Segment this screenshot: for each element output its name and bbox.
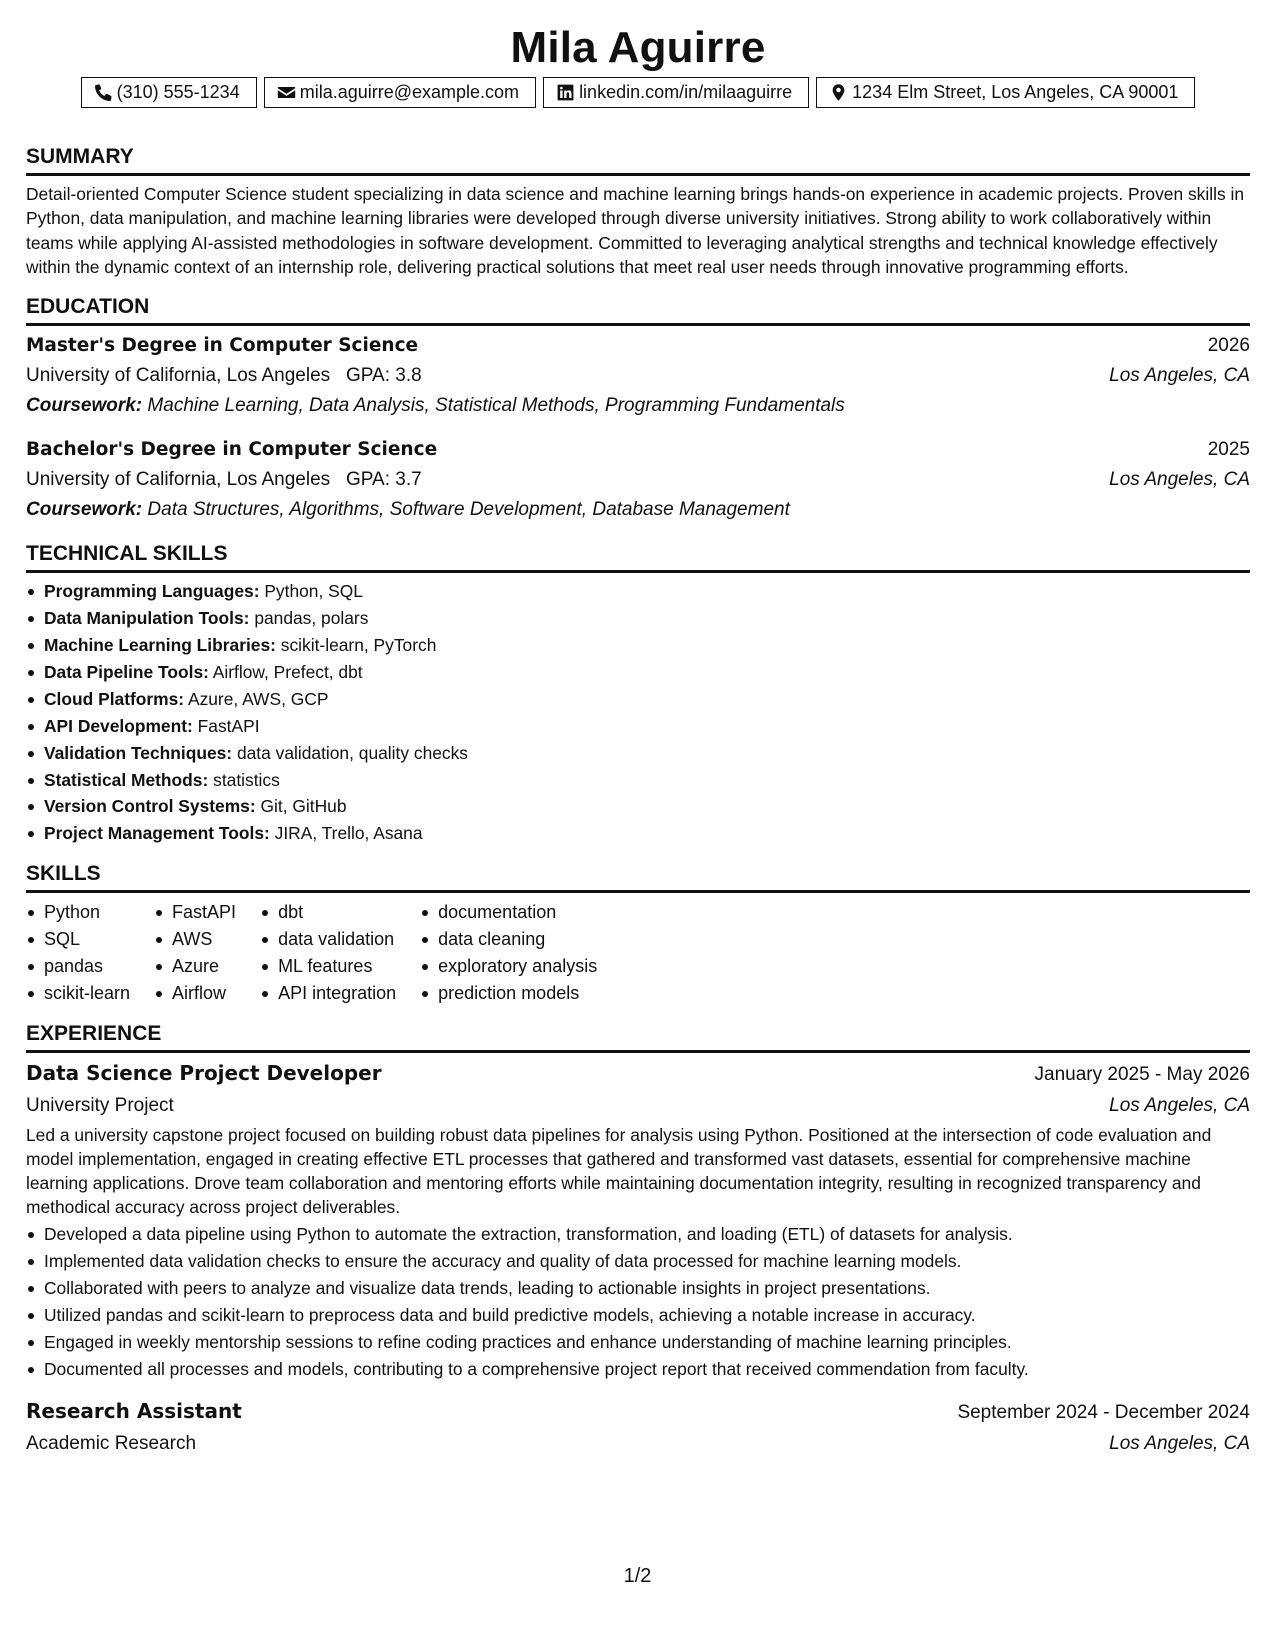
school-name: University of California, Los Angeles bbox=[26, 365, 331, 387]
coursework-label: Coursework: bbox=[26, 395, 143, 417]
contact-address[interactable] bbox=[816, 77, 1195, 108]
skill-label: Data Pipeline Tools: bbox=[44, 661, 209, 682]
list-item: FastAPI bbox=[154, 899, 236, 926]
skill-label: Programming Languages: bbox=[44, 581, 260, 602]
technical-skills-list bbox=[26, 578, 1250, 847]
list-item: Airflow bbox=[154, 980, 236, 1007]
skill-label: Machine Learning Libraries: bbox=[44, 635, 276, 655]
list-item bbox=[26, 713, 1250, 740]
skill-label: Project Management Tools: bbox=[44, 823, 270, 844]
technical-skills-section bbox=[26, 541, 1250, 847]
job-item bbox=[26, 1395, 1250, 1459]
phone-icon bbox=[94, 83, 113, 102]
coursework-label: Coursework: bbox=[26, 499, 143, 521]
summary-heading: SUMMARY bbox=[26, 144, 1250, 176]
skill-value: scikit-learn, PyTorch bbox=[280, 635, 437, 655]
contact-address-text: 1234 Elm Street, Los Angeles, CA 90001 bbox=[852, 82, 1179, 102]
list-item: dbt bbox=[260, 899, 396, 926]
contact-phone-text: (310) 555-1234 bbox=[116, 82, 240, 102]
skill-value: Airflow, Prefect, dbt bbox=[212, 661, 363, 682]
list-item bbox=[26, 578, 1250, 605]
list-item: data cleaning bbox=[420, 926, 597, 953]
job-dates: September 2024 - December 2024 bbox=[957, 1401, 1250, 1423]
skills-column bbox=[260, 899, 420, 1007]
list-item: Engaged in weekly mentorship sessions to refine coding practices and enhance understanding of machine learning principles. bbox=[26, 1329, 1250, 1356]
list-item: scikit-learn bbox=[26, 980, 130, 1007]
education-section bbox=[26, 294, 1250, 525]
list-item: API integration bbox=[260, 980, 396, 1007]
envelope-icon bbox=[277, 83, 296, 102]
coursework-line bbox=[26, 495, 1250, 525]
school-line bbox=[26, 465, 422, 495]
job-item bbox=[26, 1057, 1250, 1383]
list-item bbox=[26, 686, 1250, 713]
summary-text: Detail-oriented Computer Science student specializing in data science and machine learning brings hands-on experience in academic projects. Proven skills in Python, data manipulation, and machine learning libraries were developed through diverse university initiatives. Strong ability to work collaboratively within teams while applying AI-assisted methodologies in software development. Committed to leveraging analytical strengths and technical knowledge effectively within the dynamic context of an internship role, delivering practical solutions that meet real user needs through innovative programming efforts. bbox=[26, 184, 1245, 277]
list-item bbox=[26, 767, 1250, 794]
summary-section bbox=[26, 144, 1250, 279]
list-item bbox=[26, 820, 1250, 847]
candidate-name: Mila Aguirre bbox=[510, 23, 766, 72]
coursework-line bbox=[26, 391, 1250, 421]
list-item: Collaborated with peers to analyze and visualize data trends, leading to actionable insights in project presentations. bbox=[26, 1275, 1250, 1302]
degree-year: 2025 bbox=[1207, 439, 1250, 461]
degree-title: Bachelor's Degree in Computer Science bbox=[26, 439, 438, 461]
list-item: prediction models bbox=[420, 980, 597, 1007]
skill-label: API Development: bbox=[44, 715, 193, 736]
page-number: 1/2 bbox=[623, 1565, 652, 1587]
skill-value: statistics bbox=[213, 769, 280, 790]
skill-value: data validation, quality checks bbox=[236, 742, 468, 763]
contact-email-text: mila.aguirre@example.com bbox=[299, 82, 520, 102]
list-item bbox=[26, 605, 1250, 632]
list-item: documentation bbox=[420, 899, 597, 926]
contact-linkedin[interactable] bbox=[543, 77, 809, 108]
list-item bbox=[26, 740, 1250, 767]
list-item: SQL bbox=[26, 926, 130, 953]
list-item bbox=[26, 793, 1250, 820]
skill-value: pandas, polars bbox=[254, 608, 369, 629]
list-item: exploratory analysis bbox=[420, 953, 597, 980]
education-heading: EDUCATION bbox=[26, 294, 1250, 326]
coursework-list: Data Structures, Algorithms, Software Development, Database Management bbox=[147, 499, 790, 521]
job-dates: January 2025 - May 2026 bbox=[1034, 1064, 1250, 1086]
skill-label: Version Control Systems: bbox=[44, 796, 256, 817]
contact-phone[interactable] bbox=[81, 77, 257, 108]
school-name: University of California, Los Angeles bbox=[26, 469, 331, 491]
skill-label: Statistical Methods: bbox=[44, 769, 209, 790]
list-item bbox=[26, 632, 1250, 659]
list-item: Documented all processes and models, contributing to a comprehensive project report that received commendation from faculty. bbox=[26, 1356, 1250, 1383]
list-item: pandas bbox=[26, 953, 130, 980]
skill-value: Python, SQL bbox=[264, 581, 363, 602]
contact-linkedin-text: linkedin.com/in/milaaguirre bbox=[579, 82, 793, 102]
gpa: GPA: 3.8 bbox=[346, 365, 422, 387]
contact-email[interactable] bbox=[264, 77, 536, 108]
school-location: Los Angeles, CA bbox=[1109, 469, 1250, 491]
skill-label: Data Manipulation Tools: bbox=[44, 608, 250, 629]
job-org: Academic Research bbox=[26, 1432, 197, 1454]
list-item: Utilized pandas and scikit-learn to preprocess data and build predictive models, achieving a notable increase in accuracy. bbox=[26, 1302, 1250, 1329]
list-item: Developed a data pipeline using Python to automate the extraction, transformation, and loading (ETL) of datasets for analysis. bbox=[26, 1221, 1250, 1248]
skills-column bbox=[420, 899, 621, 1007]
technical-skills-heading: TECHNICAL SKILLS bbox=[26, 541, 1250, 573]
education-item bbox=[26, 331, 1250, 421]
skills-column bbox=[26, 899, 154, 1007]
skills-heading: SKILLS bbox=[26, 861, 1250, 893]
list-item: data validation bbox=[260, 926, 396, 953]
list-item: Azure bbox=[154, 953, 236, 980]
experience-heading: EXPERIENCE bbox=[26, 1021, 1250, 1053]
experience-section bbox=[26, 1021, 1250, 1459]
resume-page bbox=[26, 22, 1250, 1459]
job-title: Research Assistant bbox=[26, 1398, 242, 1423]
school-location: Los Angeles, CA bbox=[1109, 365, 1250, 387]
job-location: Los Angeles, CA bbox=[1109, 1432, 1250, 1454]
degree-title: Master's Degree in Computer Science bbox=[26, 335, 419, 357]
gpa: GPA: 3.7 bbox=[346, 469, 422, 491]
education-item bbox=[26, 435, 1250, 525]
skill-label: Validation Techniques: bbox=[44, 742, 233, 763]
list-item: AWS bbox=[154, 926, 236, 953]
job-bullets bbox=[26, 1221, 1250, 1382]
job-org: University Project bbox=[26, 1095, 174, 1117]
contact-bar bbox=[26, 77, 1250, 108]
skill-value: Git, GitHub bbox=[260, 796, 347, 817]
skills-grid bbox=[26, 899, 1250, 1007]
list-item bbox=[26, 659, 1250, 686]
list-item: Python bbox=[26, 899, 130, 926]
school-line bbox=[26, 361, 422, 391]
skill-value: Azure, AWS, GCP bbox=[187, 688, 329, 709]
coursework-list: Machine Learning, Data Analysis, Statistical Methods, Programming Fundamentals bbox=[147, 395, 845, 417]
linkedin-icon bbox=[556, 83, 575, 102]
list-item: ML features bbox=[260, 953, 396, 980]
degree-year: 2026 bbox=[1207, 335, 1250, 357]
skills-column bbox=[154, 899, 260, 1007]
skill-value: FastAPI bbox=[197, 715, 260, 736]
skill-value: JIRA, Trello, Asana bbox=[274, 823, 423, 844]
job-location: Los Angeles, CA bbox=[1109, 1095, 1250, 1117]
skills-section bbox=[26, 861, 1250, 1007]
job-description: Led a university capstone project focused on building robust data pipelines for analysis using Python. Positioned at the intersection of code evaluation and model implementation, engaged in creating effective ETL processes that gathered and transformed vast datasets, essential for comprehensive machine learning applications. Drove team collaboration and mentoring efforts while maintaining documentation integrity, resulting in recognized transparency and methodical accuracy across project deliverables. bbox=[26, 1125, 1212, 1217]
job-title: Data Science Project Developer bbox=[26, 1061, 382, 1086]
map-pin-icon bbox=[829, 83, 848, 102]
skill-label: Cloud Platforms: bbox=[44, 688, 185, 709]
list-item: Implemented data validation checks to ensure the accuracy and quality of data processed for machine learning models. bbox=[26, 1248, 1250, 1275]
